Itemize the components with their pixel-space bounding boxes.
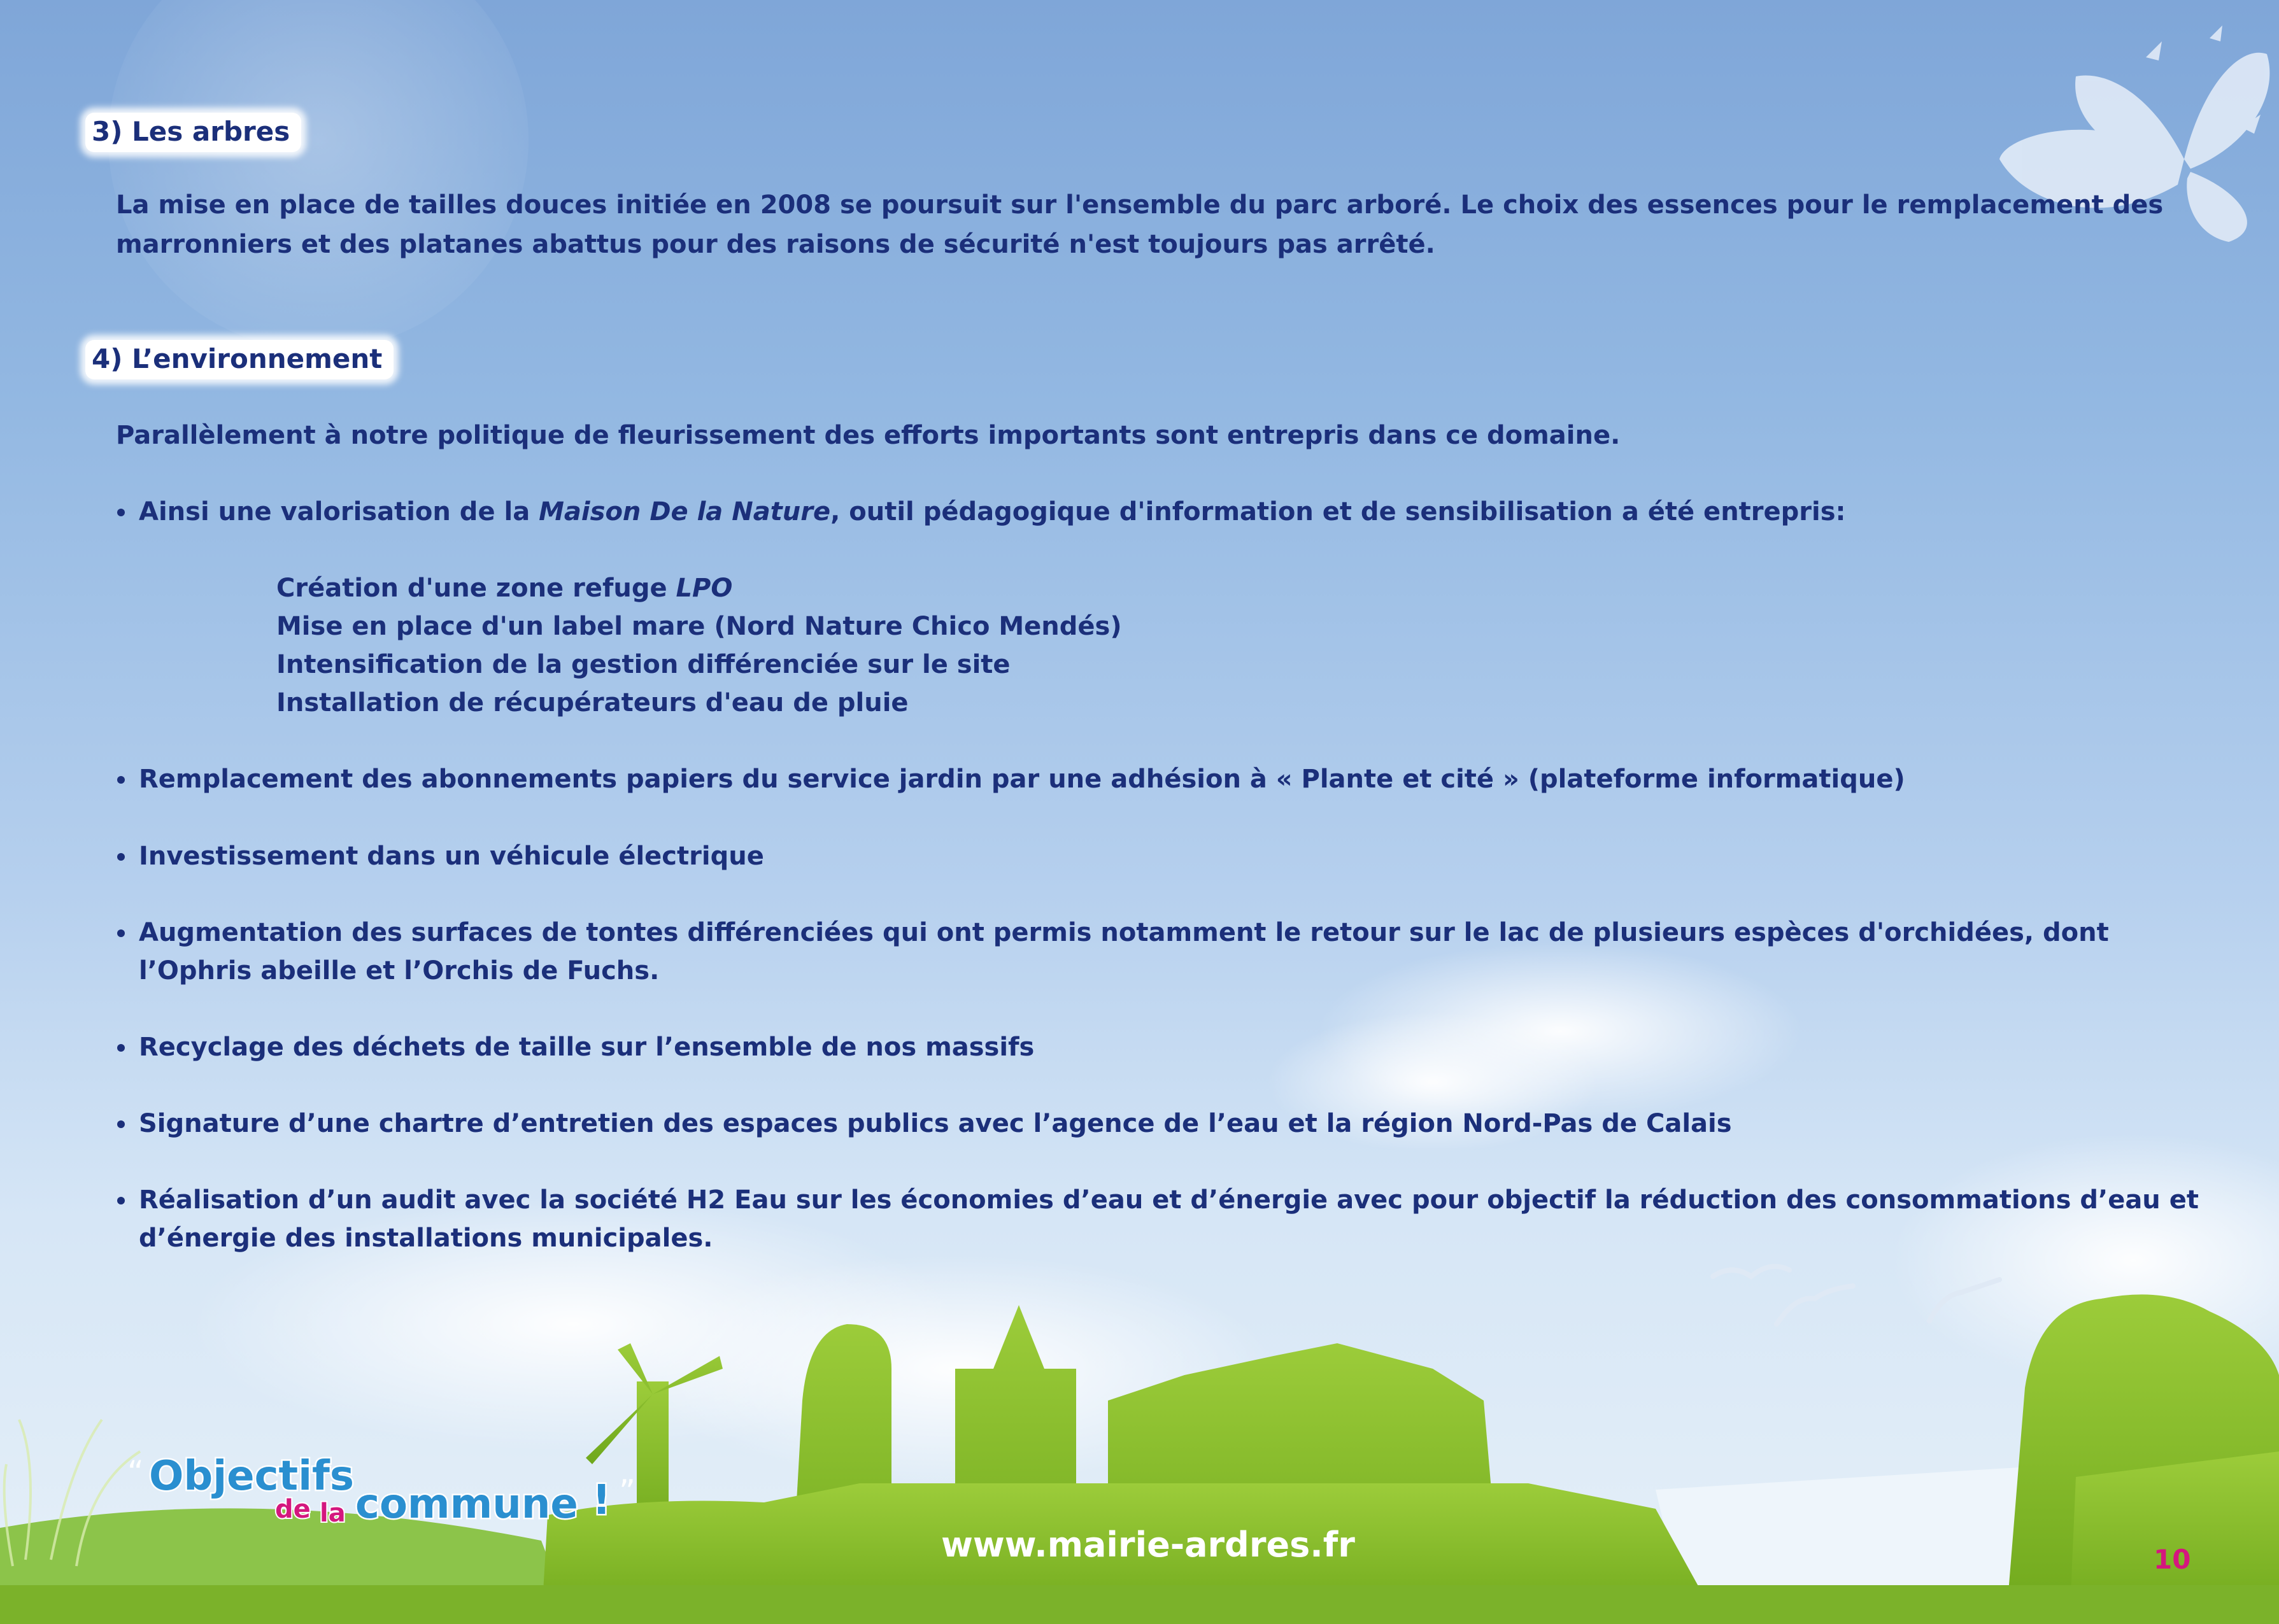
page-number: 10 [2154,1544,2191,1575]
list-item [139,493,1846,531]
maison-nature-text: Maison De la Nature [539,497,831,526]
bullet-dot [117,509,125,516]
bullet-dot [117,1197,125,1204]
sublist-item: Intensification de la gestion différenciée sur le site [276,650,1011,679]
section-heading-environment: 4) L’environnement [85,340,394,379]
objectifs-commune-logo [127,1445,650,1528]
sublist-item-text: Création d'une zone refuge [276,574,676,603]
list-item: Signature d’une chartre d’entretien des espaces publics avec l’agence de l’eau et la région Nord-Pas de Calais [139,1109,1732,1138]
list-item-text: , outil pédagogique d'information et de sensibilisation a été entrepris: [830,497,1846,526]
list-item: Investissement dans un véhicule électrique [139,842,764,871]
sublist-item: Installation de récupérateurs d'eau de pluie [276,688,909,717]
list-item-continuation: l’Ophris abeille et l’Orchis de Fuchs. [139,956,660,985]
bullet-dot [117,929,125,937]
logo-word-la: la [320,1499,346,1528]
bullet-dot [117,1044,125,1052]
website-url: www.mairie-ardres.fr [941,1525,1355,1565]
sublist-item [276,569,732,607]
intro-paragraph: Parallèlement à notre politique de fleurissement des efforts importants sont entrepris dans ce domaine. [116,421,1621,450]
logo-exclamation: ! [592,1477,611,1524]
list-item: Réalisation d’un audit avec la société H2 Eau sur les économies d’eau et d’énergie avec pour objectif la réduction des consommations d’eau et [139,1185,2199,1215]
list-item: Recyclage des déchets de taille sur l’ensemble de nos massifs [139,1033,1035,1062]
sublist-item: Mise en place d'un label mare (Nord Nature Chico Mendés) [276,612,1122,641]
section-heading-trees: 3) Les arbres [85,113,301,152]
logo-word-objectifs: Objectifs [149,1453,354,1500]
logo-word-commune: commune [355,1481,578,1528]
paragraph-line: marronniers et des platanes abattus pour des raisons de sécurité n'est toujours pas arrêté. [116,230,1435,259]
list-item: Augmentation des surfaces de tontes différenciées qui ont permis notamment le retour sur le lac de plusieurs espèces d'orchidées, dont [139,918,2109,947]
lpo-text: LPO [676,574,733,603]
logo-close-quote: ” [619,1473,635,1510]
bullet-dot [117,776,125,784]
paragraph-line: La mise en place de tailles douces initiée en 2008 se poursuit sur l'ensemble du parc arboré. Le choix des essences pour le remplacement des [116,190,2164,220]
list-item-text: Ainsi une valorisation de la [139,497,539,526]
bullet-dot [117,1120,125,1128]
logo-open-quote: “ [127,1454,144,1491]
logo-word-de: de [275,1495,311,1524]
list-item: Remplacement des abonnements papiers du service jardin par une adhésion à « Plante et cité » (plateforme informatique) [139,765,1905,794]
bullet-dot [117,853,125,861]
list-item-continuation: d’énergie des installations municipales. [139,1224,713,1253]
